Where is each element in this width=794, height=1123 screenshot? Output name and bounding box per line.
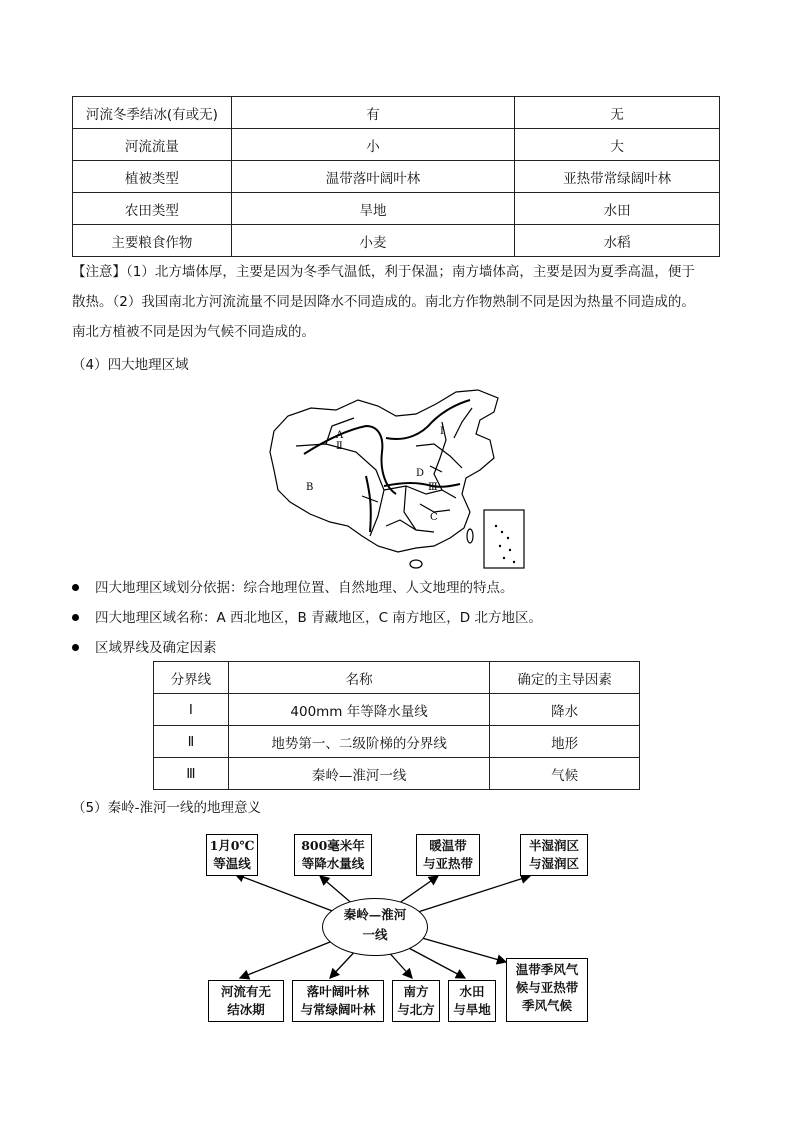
table-cell: 大 <box>515 129 720 161</box>
table-cell: Ⅲ <box>154 758 229 790</box>
concept-text: 落叶阔叶林 <box>306 984 370 999</box>
bullet-dot-icon <box>72 644 79 651</box>
bullet-item <box>72 576 514 596</box>
bullet-dot-icon <box>72 614 79 621</box>
section-4-title: （4）四大地理区域 <box>72 357 189 373</box>
table-cell: 无 <box>515 97 720 129</box>
table-cell: 秦岭—淮河一线 <box>228 758 489 790</box>
china-regions-map <box>266 386 530 572</box>
note-line-2: 散热。（2）我国南北方河流流量不同是因降水不同造成的。南北方作物熟制不同是因为热量不同造成的。 <box>72 294 695 310</box>
bullet-item <box>72 606 542 626</box>
concept-text: 结冰期 <box>227 1002 265 1017</box>
table-header: 名称 <box>228 662 489 694</box>
map-label-iii: Ⅲ <box>428 482 438 493</box>
concept-text: 与常绿阔叶林 <box>300 1002 376 1017</box>
map-label-ii: Ⅱ <box>336 441 343 452</box>
bullet-item <box>72 636 217 656</box>
map-label-b: B <box>306 482 314 493</box>
concept-text: 等温线 <box>213 856 251 871</box>
table-row <box>154 758 640 790</box>
boundary-line-iii <box>384 483 460 487</box>
concept-text: 季风气候 <box>521 998 572 1013</box>
table-row <box>154 694 640 726</box>
concept-text: 与北方 <box>397 1002 435 1017</box>
center-text: 秦岭—淮河 <box>343 907 407 922</box>
bullet-text: 四大地理区域名称：A 西北地区，B 青藏地区，C 南方地区，D 北方地区。 <box>95 610 542 626</box>
table-cell: 小 <box>231 129 515 161</box>
concept-text: 半湿润区 <box>528 838 579 853</box>
table-cell: 水田 <box>515 193 720 225</box>
table-row <box>73 225 720 257</box>
bullet-text: 四大地理区域划分依据：综合地理位置、自然地理、人文地理的特点。 <box>95 580 514 596</box>
table-cell: 旱地 <box>231 193 515 225</box>
concept-box <box>506 958 588 1022</box>
note-line-1: 【注意】（1）北方墙体厚，主要是因为冬季气温低，利于保温；南方墙体高，主要是因为夏季高温，便于 <box>72 264 695 280</box>
table-cell: 地形 <box>490 726 640 758</box>
boundary-line-ii <box>304 426 396 494</box>
concept-text: 水田 <box>459 984 485 999</box>
table-cell: 小麦 <box>231 225 515 257</box>
center-text: 一线 <box>362 927 388 942</box>
concept-text: 与亚热带 <box>422 856 473 871</box>
table-cell: 主要粮食作物 <box>73 225 232 257</box>
table-cell: 温带落叶阔叶林 <box>231 161 515 193</box>
table-cell: Ⅱ <box>154 726 229 758</box>
concept-box <box>292 980 384 1022</box>
concept-text: 温带季风气 <box>515 962 579 977</box>
concept-text: 与旱地 <box>453 1002 491 1017</box>
table-cell: 河流流量 <box>73 129 232 161</box>
table-cell: 亚热带常绿阔叶林 <box>515 161 720 193</box>
concept-text: 候与亚热带 <box>515 980 579 995</box>
table-cell: 植被类型 <box>73 161 232 193</box>
concept-text: 800毫米年 <box>301 838 365 853</box>
concept-text: 等降水量线 <box>301 856 365 871</box>
center-concept-ellipse <box>322 898 428 956</box>
section-5-title: （5）秦岭-淮河一线的地理意义 <box>72 800 261 816</box>
table-cell: 地势第一、二级阶梯的分界线 <box>228 726 489 758</box>
concept-box <box>208 980 284 1022</box>
table-header: 分界线 <box>154 662 229 694</box>
table-row <box>73 129 720 161</box>
table-cell: 有 <box>231 97 515 129</box>
table-header-row <box>154 662 640 694</box>
boundary-line-i <box>386 400 470 439</box>
concept-box <box>520 834 588 876</box>
table-cell: 河流冬季结冰(有或无) <box>73 97 232 129</box>
note-line-3: 南北方植被不同是因为气候不同造成的。 <box>72 324 315 340</box>
bullet-text: 区域界线及确定因素 <box>95 640 217 656</box>
map-label-d: D <box>416 468 425 479</box>
concept-text: 河流有无 <box>220 984 271 999</box>
south-china-sea-inset <box>484 510 524 568</box>
concept-text: 与湿润区 <box>528 856 579 871</box>
table-cell: 气候 <box>490 758 640 790</box>
table-cell: 农田类型 <box>73 193 232 225</box>
table-cell: 水稻 <box>515 225 720 257</box>
map-label-a: A <box>336 430 344 441</box>
concept-text: 暖温带 <box>429 838 467 853</box>
table-row <box>154 726 640 758</box>
north-south-comparison-table <box>72 96 720 257</box>
table-row <box>73 193 720 225</box>
table-row <box>73 97 720 129</box>
concept-box <box>448 980 496 1022</box>
concept-text: 1月0℃ <box>209 838 255 853</box>
table-cell: 降水 <box>490 694 640 726</box>
map-label-i: Ⅰ <box>440 426 444 437</box>
table-cell: 400mm 年等降水量线 <box>228 694 489 726</box>
concept-box <box>416 834 480 876</box>
concept-box <box>392 980 440 1022</box>
boundary-lines-table <box>153 661 640 790</box>
map-label-c: C <box>430 512 438 523</box>
concept-text: 南方 <box>403 984 429 999</box>
table-row <box>73 161 720 193</box>
table-cell: Ⅰ <box>154 694 229 726</box>
bullet-dot-icon <box>72 584 79 591</box>
concept-box <box>206 834 258 876</box>
table-header: 确定的主导因素 <box>490 662 640 694</box>
concept-box <box>294 834 372 876</box>
